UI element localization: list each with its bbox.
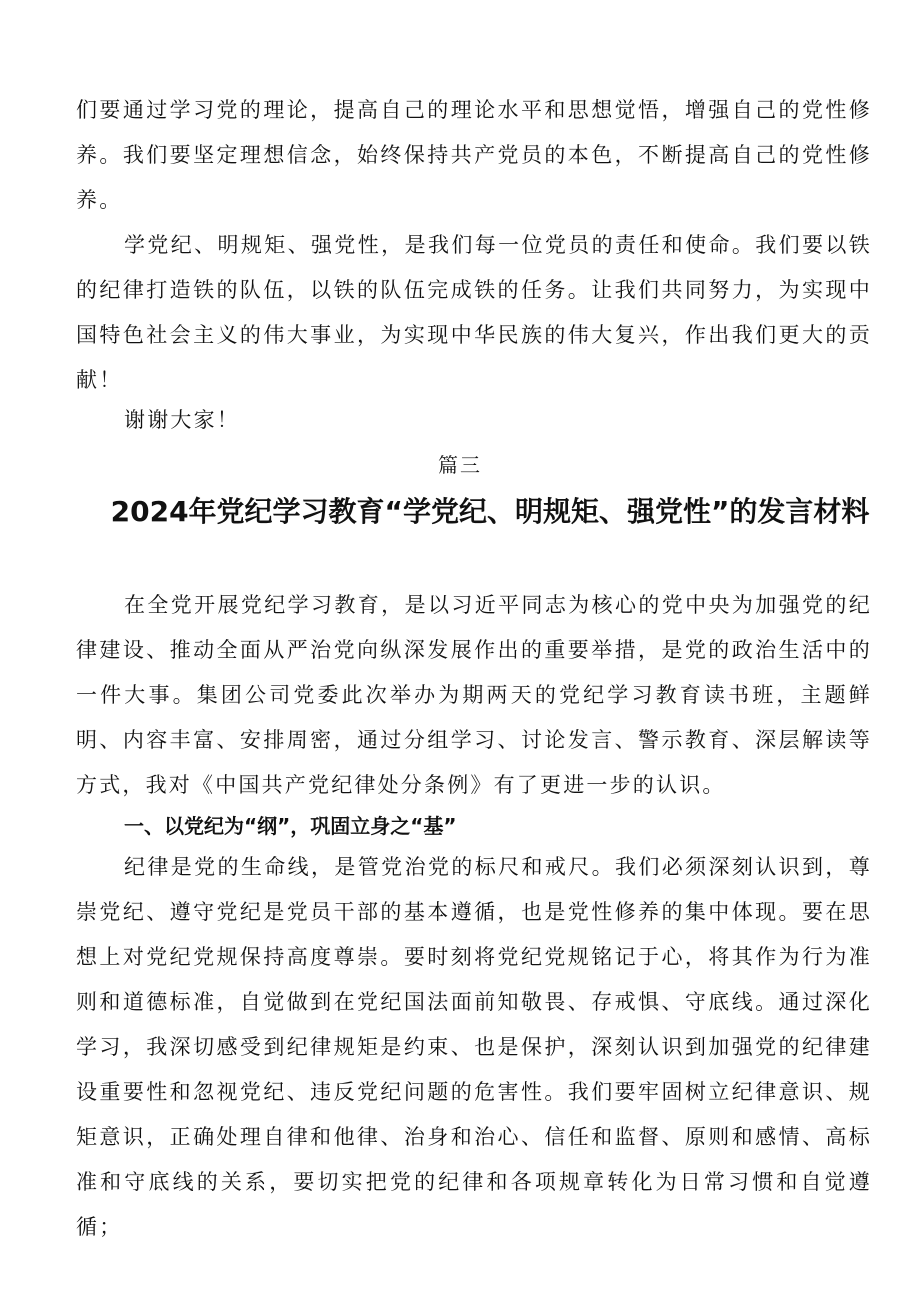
paragraph-thanks: 谢谢大家！ [124,408,240,432]
paragraph-continuation: 们要通过学习党的理论，提高自己的理论水平和思想觉悟，增强自己的党性修养。我们要坚定理想信念，始终保持共产党员的本色，不断提高自己的党性修养。 [76,98,872,212]
section-heading-1: 一、以党纪为“纲”，巩固立身之“基” [124,814,457,838]
paragraph-intro: 在全党开展党纪学习教育，是以习近平同志为核心的党中央为加强党的纪律建设、推动全面从严治党向纵深发展作出的重要举措，是党的政治生活中的一件大事。集团公司党委此次举办为期两天的党纪学习教育读书班，主题鲜明、内容丰富、安排周密，通过分组学习、讨论发言、警示教育、深层解读等方式，我对《中国共产党纪律处分条例》有了更进一步的认识。 [76,593,872,797]
paragraph-closing: 学党纪、明规矩、强党性，是我们每一位党员的责任和使命。我们要以铁的纪律打造铁的队伍，以铁的队伍完成铁的任务。让我们共同努力，为实现中国特色社会主义的伟大事业，为实现中华民族的伟大复兴，作出我们更大的贡献！ [76,233,872,392]
paragraph-body: 纪律是党的生命线，是管党治党的标尺和戒尺。我们必须深刻认识到，尊崇党纪、遵守党纪是党员干部的基本遵循，也是党性修养的集中体现。要在思想上对党纪党规保持高度尊崇。要时刻将党纪党规铭记于心，将其作为行为准则和道德标准，自觉做到在党纪国法面前知敬畏、存戒惧、守底线。通过深化学习，我深切感受到纪律规矩是约束、也是保护，深刻认识到加强党的纪律建设重要性和忽视党纪、违反党纪问题的危害性。我们要牢固树立纪律意识、规矩意识，正确处理自律和他律、治身和治心、信任和监督、原则和感情、高标准和守底线的关系，要切实把党的纪律和各项规章转化为日常习惯和自觉遵循； [76,855,872,1239]
section-label: 篇三 [438,453,482,477]
document-title: 2024年党纪学习教育“学党纪、明规矩、强党性”的发言材料 [110,495,870,528]
